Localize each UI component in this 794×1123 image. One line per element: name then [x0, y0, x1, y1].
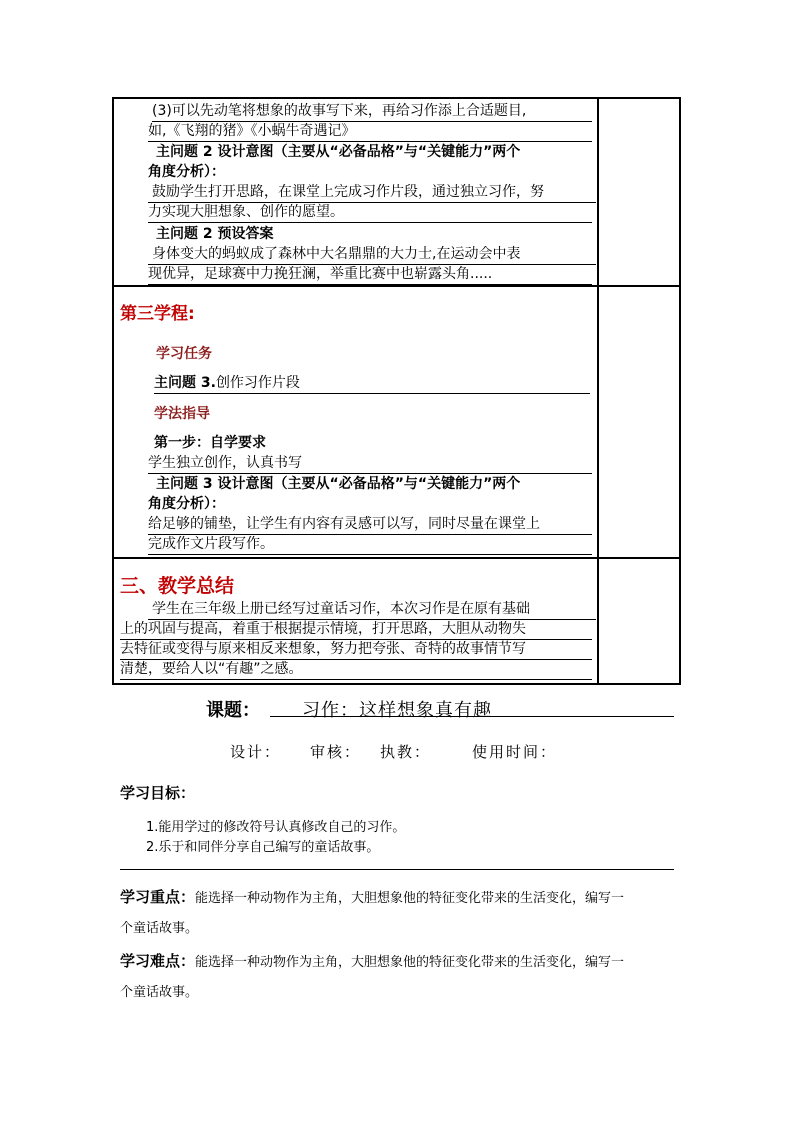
- time-label: 使用时间：: [472, 743, 558, 761]
- section-heading: 三、教学总结: [120, 575, 235, 597]
- lesson-plan-table: [112, 97, 681, 685]
- teach-label: 执教：: [380, 743, 432, 761]
- side-cell: [598, 558, 680, 684]
- text-line: 完成作文片段写作。: [148, 534, 592, 555]
- text-line: (3)可以先动笔将想象的故事写下来，再给习作添上合适题目,: [152, 101, 592, 122]
- difficulty-text: 能选择一种动物作为主角，大胆想象他的特征变化带来的生活变化，编写一: [195, 955, 625, 970]
- text-line: 力实现大胆想象、创作的愿望。: [148, 202, 592, 223]
- text-line: 清楚，要给人以“有趣”之感。: [120, 659, 592, 680]
- difficulty: [120, 950, 624, 971]
- text-line: 鼓励学生打开思路，在课堂上完成习作片段，通过独立习作，努: [148, 182, 596, 203]
- design-intent-title: 主问题 3 设计意图（主要从“必备品格”与“关键能力”两个: [156, 476, 521, 492]
- content-cell: [113, 558, 598, 684]
- design-intent-title: 主问题 2 设计意图（主要从“必备品格”与“关键能力”两个: [156, 144, 521, 160]
- goal-item: 2.乐于和同伴分享自己编写的童话故事。: [146, 840, 380, 855]
- subsection-heading: 学法指导: [154, 406, 210, 422]
- design-intent-title: 角度分析）：: [148, 496, 225, 512]
- content-cell: [113, 286, 598, 558]
- content-cell: [113, 98, 598, 286]
- table-row: [113, 558, 680, 684]
- text-line: 给足够的铺垫，让学生有内容有灵感可以写，同时尽量在课堂上: [148, 514, 592, 535]
- step-title: 第一步：自学要求: [154, 435, 266, 451]
- table-row: [113, 286, 680, 558]
- question-text: 创作习作片段: [215, 375, 300, 391]
- answer-title: 主问题 2 预设答案: [156, 226, 274, 242]
- lesson-title-row: [206, 696, 260, 722]
- design-intent-title: 角度分析）：: [148, 164, 225, 180]
- text-line: 去特征或变得与原来相反来想象，努力把夸张、奇特的故事情节写: [120, 639, 592, 660]
- design-label: 设计：: [230, 743, 282, 761]
- lesson-title: 习作：这样想象真有趣: [302, 700, 492, 721]
- difficulty-label: 学习难点：: [120, 952, 196, 970]
- key-point-label: 学习重点：: [120, 888, 196, 906]
- difficulty-text: 个童话故事。: [120, 985, 199, 1000]
- text-line: 身体变大的蚂蚁成了森林中大名鼎鼎的大力士,在运动会中表: [148, 244, 596, 265]
- subsection-heading: 学习任务: [156, 346, 212, 362]
- section-heading: 第三学程:: [120, 304, 195, 324]
- text-line: 现优异，足球赛中力挽狂澜，举重比赛中也崭露头角.....: [148, 264, 592, 285]
- side-cell: [598, 98, 680, 286]
- key-point-text: 能选择一种动物作为主角，大胆想象他的特征变化带来的生活变化，编写一: [195, 891, 625, 906]
- text-line: 学生独立创作，认真书写: [148, 453, 592, 474]
- key-point-text: 个童话故事。: [120, 921, 199, 936]
- title-underline: [270, 716, 674, 717]
- question-label: 主问题 3.: [154, 375, 216, 391]
- key-point: [120, 886, 624, 907]
- goal-item: 1.能用学过的修改符号认真修改自己的习作。: [146, 820, 406, 835]
- text-line: 如,《飞翔的猪》《小蜗牛奇遇记》: [148, 121, 592, 142]
- goals-label: 学习目标：: [120, 784, 196, 802]
- text-line: 上的巩固与提高，着重于根据提示情境，打开思路，大胆从动物失: [120, 619, 592, 640]
- review-label: 审核：: [310, 743, 362, 761]
- divider: [120, 869, 674, 870]
- side-cell: [598, 286, 680, 558]
- text-line: 学生在三年级上册已经写过童话习作，本次习作是在原有基础: [148, 599, 596, 620]
- title-label: 课题：: [206, 700, 260, 721]
- table-row: [113, 98, 680, 286]
- text-line: [154, 373, 590, 394]
